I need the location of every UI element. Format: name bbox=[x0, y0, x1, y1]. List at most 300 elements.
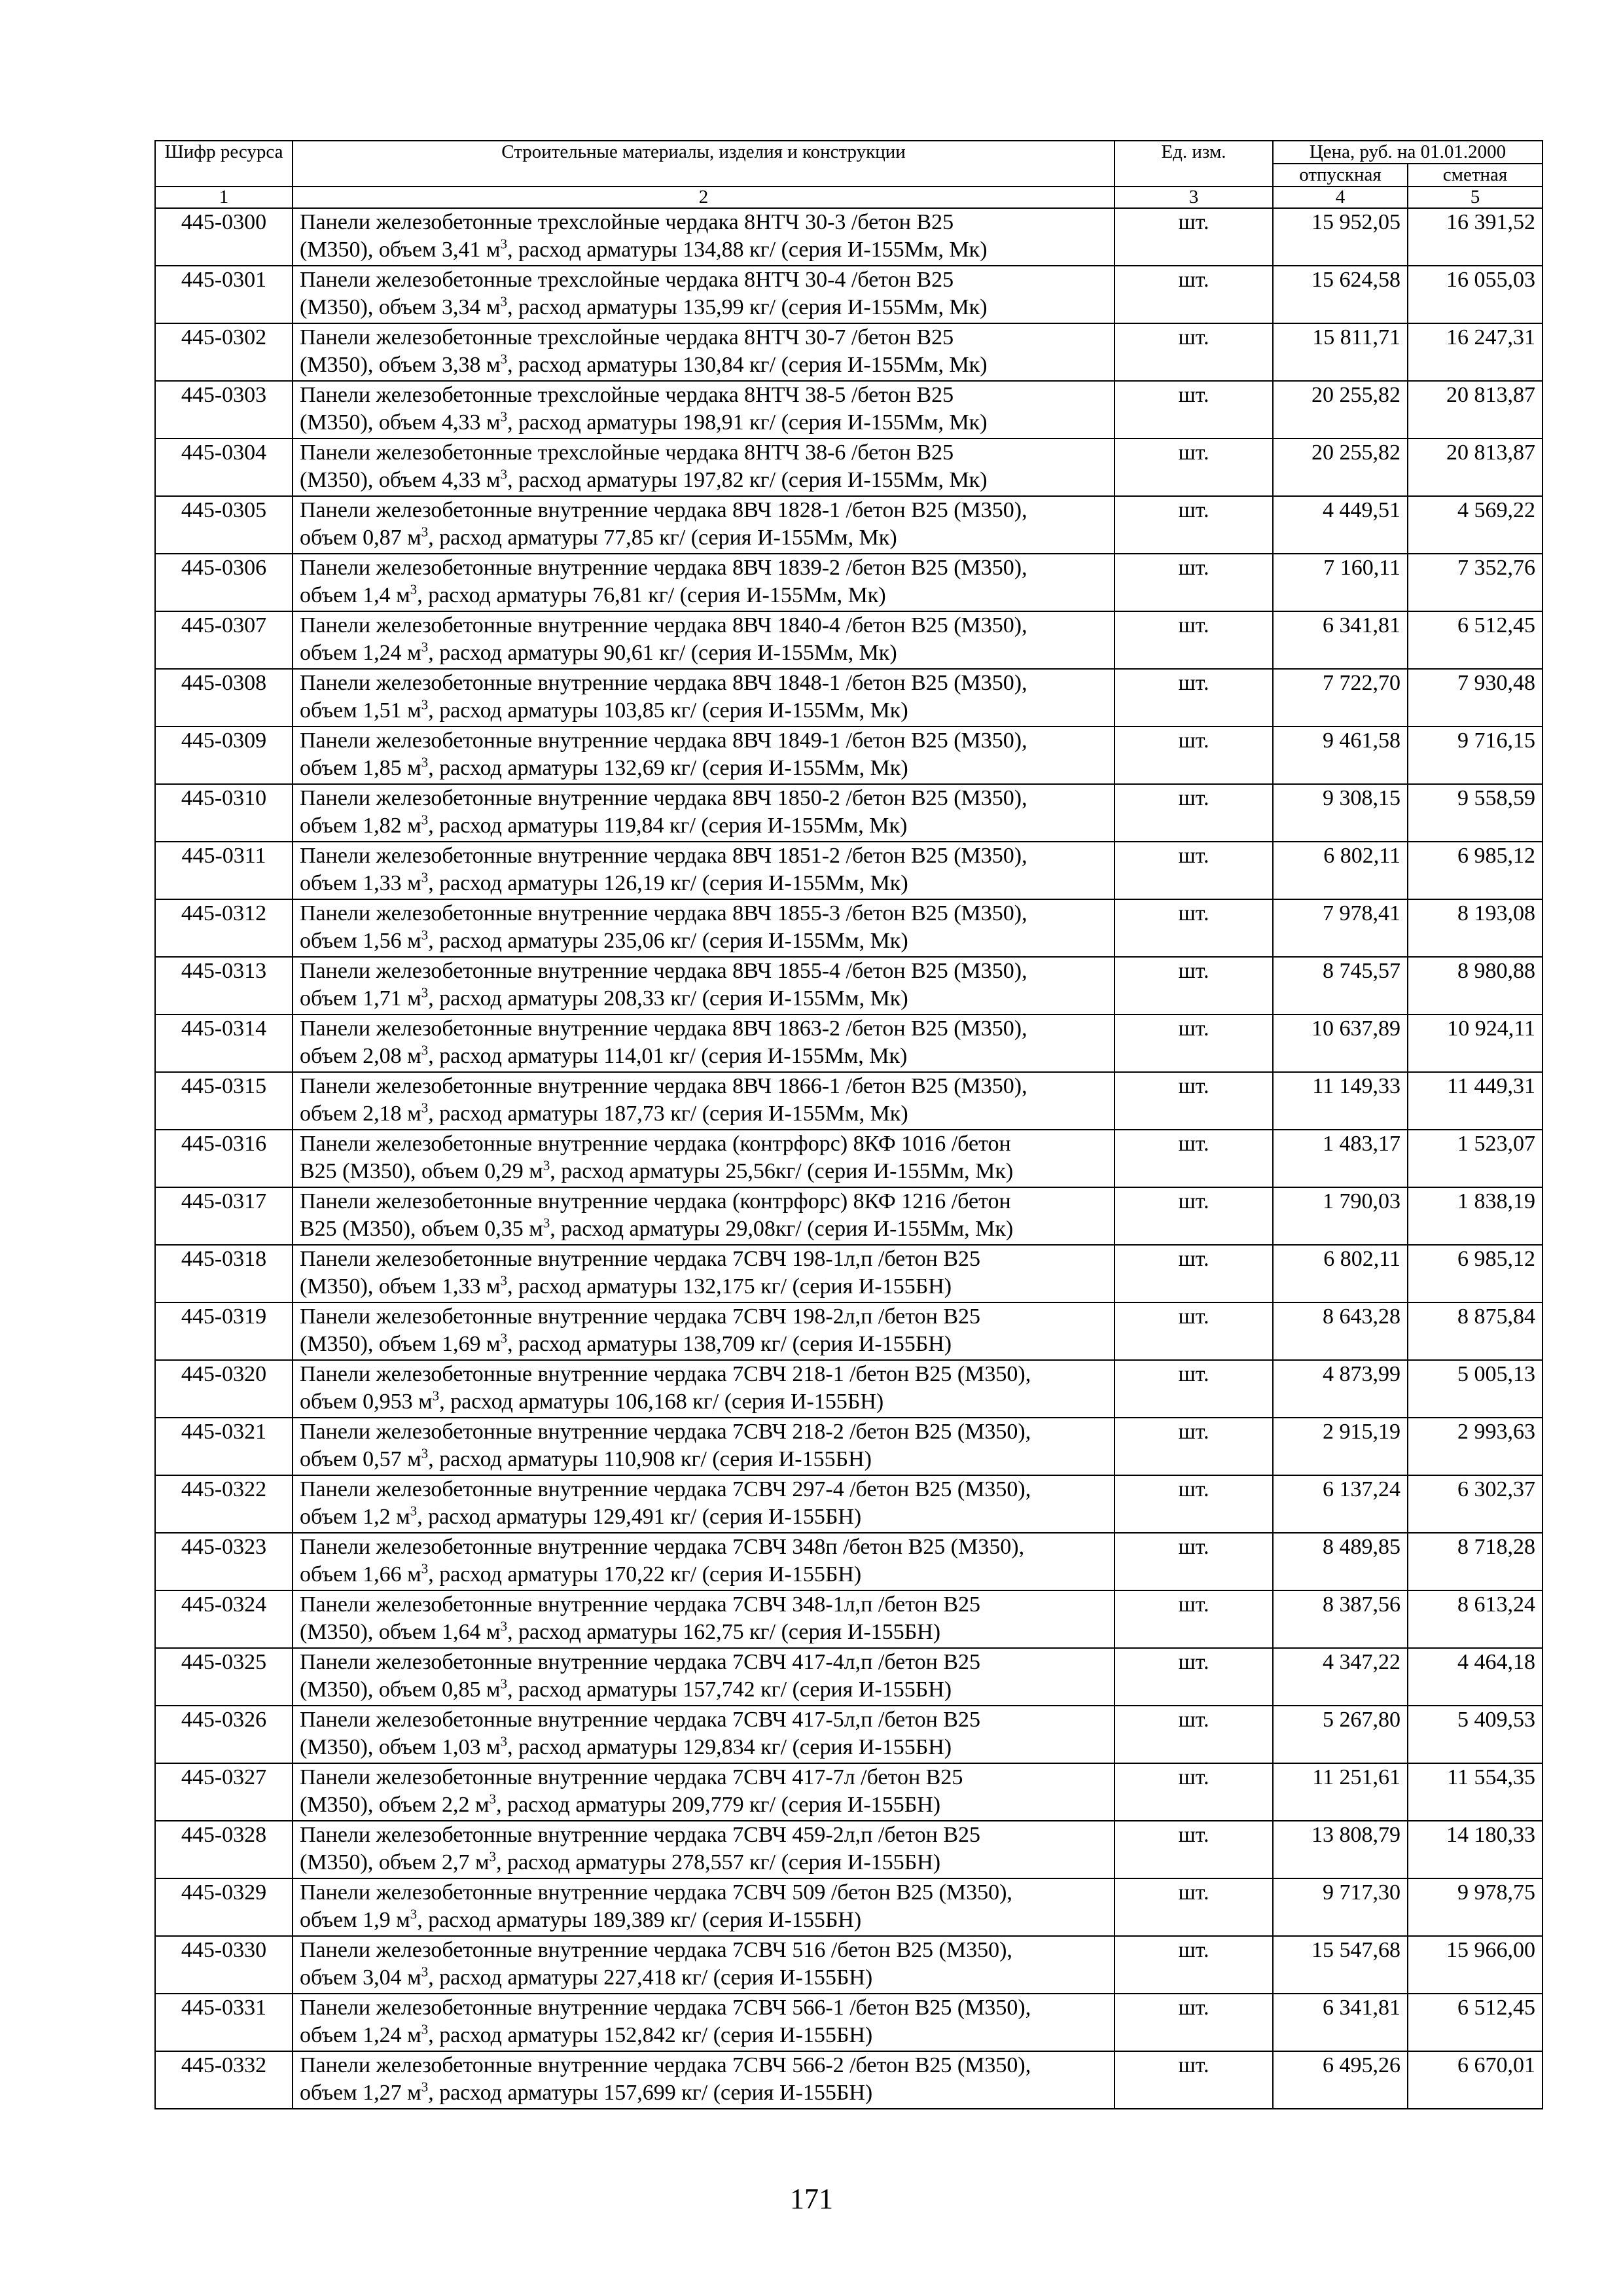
material-description bbox=[293, 1302, 1115, 1360]
estimate-price: 9 978,75 bbox=[1408, 1878, 1543, 1936]
description-line-2-rest: , расход арматуры 119,84 кг/ (серия И-155Мм, Мк) bbox=[428, 814, 908, 838]
material-description bbox=[293, 323, 1115, 381]
description-line-1: Панели железобетонные внутренние чердака (контрфорс) 8КФ 1216 /бетон bbox=[300, 1189, 1011, 1213]
resource-code: 445-0325 bbox=[155, 1648, 293, 1706]
unit: шт. bbox=[1115, 1187, 1273, 1245]
description-line-1: Панели железобетонные трехслойные чердака 8НТЧ 30-7 /бетон В25 bbox=[300, 325, 954, 350]
estimate-price: 1 523,07 bbox=[1408, 1130, 1543, 1187]
column-number: 3 bbox=[1115, 187, 1273, 208]
description-line-2: В25 (М350), объем 0,35 м bbox=[300, 1217, 543, 1241]
description-line-2: (М350), объем 0,85 м bbox=[300, 1677, 501, 1702]
resource-code: 445-0307 bbox=[155, 611, 293, 669]
description-line-2: объем 1,85 м bbox=[300, 756, 421, 780]
estimate-price: 20 813,87 bbox=[1408, 439, 1543, 496]
table-row bbox=[155, 1187, 1543, 1245]
release-price: 1 483,17 bbox=[1273, 1130, 1408, 1187]
resource-code: 445-0317 bbox=[155, 1187, 293, 1245]
description-line-2: объем 1,51 м bbox=[300, 698, 421, 723]
table-row bbox=[155, 1590, 1543, 1648]
description-line-2: объем 1,56 м bbox=[300, 929, 421, 953]
superscript-3: 3 bbox=[421, 984, 429, 1001]
description-line-2: объем 3,04 м bbox=[300, 1965, 421, 1990]
table-row bbox=[155, 1821, 1543, 1878]
superscript-3: 3 bbox=[500, 466, 508, 482]
superscript-3: 3 bbox=[410, 1503, 418, 1519]
release-price: 6 495,26 bbox=[1273, 2051, 1408, 2109]
unit: шт. bbox=[1115, 1994, 1273, 2051]
resource-code: 445-0323 bbox=[155, 1533, 293, 1590]
superscript-3: 3 bbox=[421, 639, 429, 655]
description-line-2-rest: , расход арматуры 129,834 кг/ (серия И-155БН) bbox=[507, 1735, 952, 1759]
description-line-2-rest: , расход арматуры 77,85 кг/ (серия И-155Мм, Мк) bbox=[428, 526, 897, 550]
estimate-price: 16 391,52 bbox=[1408, 208, 1543, 266]
release-price: 8 643,28 bbox=[1273, 1302, 1408, 1360]
description-line-2: объем 1,24 м bbox=[300, 641, 421, 665]
table-row bbox=[155, 1475, 1543, 1533]
unit: шт. bbox=[1115, 899, 1273, 957]
description-line-1: Панели железобетонные внутренние чердака 8ВЧ 1863-2 /бетон В25 (М350), bbox=[300, 1016, 1027, 1041]
description-line-1: Панели железобетонные внутренние чердака 7СВЧ 566-2 /бетон В25 (М350), bbox=[300, 2053, 1031, 2077]
resource-code: 445-0320 bbox=[155, 1360, 293, 1418]
description-line-2-rest: , расход арматуры 25,56кг/ (серия И-155Мм, Мк) bbox=[550, 1159, 1014, 1183]
table-row bbox=[155, 2051, 1543, 2109]
superscript-3: 3 bbox=[421, 2079, 429, 2095]
material-description bbox=[293, 726, 1115, 784]
superscript-3: 3 bbox=[421, 869, 429, 886]
description-line-2-rest: , расход арматуры 208,33 кг/ (серия И-155Мм, Мк) bbox=[428, 986, 908, 1011]
description-line-1: Панели железобетонные внутренние чердака 8ВЧ 1855-3 /бетон В25 (М350), bbox=[300, 901, 1027, 925]
material-description bbox=[293, 1763, 1115, 1821]
description-line-2-rest: , расход арматуры 29,08кг/ (серия И-155Мм, Мк) bbox=[550, 1217, 1014, 1241]
table-row bbox=[155, 1763, 1543, 1821]
estimate-price: 4 569,22 bbox=[1408, 496, 1543, 554]
table-row bbox=[155, 957, 1543, 1014]
release-price: 9 308,15 bbox=[1273, 784, 1408, 842]
superscript-3: 3 bbox=[421, 1100, 429, 1116]
description-line-1: Панели железобетонные внутренние чердака (контрфорс) 8КФ 1016 /бетон bbox=[300, 1132, 1011, 1156]
price-table bbox=[154, 140, 1543, 2109]
material-description bbox=[293, 1360, 1115, 1418]
table-row bbox=[155, 381, 1543, 439]
estimate-price: 8 875,84 bbox=[1408, 1302, 1543, 1360]
description-line-1: Панели железобетонные внутренние чердака 7СВЧ 348п /бетон В25 (М350), bbox=[300, 1535, 1025, 1559]
description-line-1: Панели железобетонные внутренние чердака 7СВЧ 459-2л,п /бетон В25 bbox=[300, 1823, 981, 1847]
description-line-1: Панели железобетонные внутренние чердака 7СВЧ 198-2л,п /бетон В25 bbox=[300, 1304, 981, 1329]
description-line-1: Панели железобетонные внутренние чердака 7СВЧ 348-1л,п /бетон В25 bbox=[300, 1592, 981, 1617]
resource-code: 445-0328 bbox=[155, 1821, 293, 1878]
resource-code: 445-0329 bbox=[155, 1878, 293, 1936]
description-line-1: Панели железобетонные внутренние чердака 8ВЧ 1850-2 /бетон В25 (М350), bbox=[300, 786, 1027, 810]
description-line-2-rest: , расход арматуры 90,61 кг/ (серия И-155Мм, Мк) bbox=[428, 641, 897, 665]
material-description bbox=[293, 2051, 1115, 2109]
description-line-1: Панели железобетонные внутренние чердака 7СВЧ 297-4 /бетон В25 (М350), bbox=[300, 1477, 1031, 1501]
table-row bbox=[155, 1706, 1543, 1763]
material-description bbox=[293, 784, 1115, 842]
unit: шт. bbox=[1115, 1763, 1273, 1821]
description-line-2-rest: , расход арматуры 152,842 кг/ (серия И-155БН) bbox=[428, 2023, 873, 2047]
description-line-2-rest: , расход арматуры 106,168 кг/ (серия И-155БН) bbox=[439, 1390, 884, 1414]
superscript-3: 3 bbox=[421, 1964, 429, 1980]
description-line-1: Панели железобетонные трехслойные чердака 8НТЧ 30-4 /бетон В25 bbox=[300, 268, 954, 292]
material-description bbox=[293, 1072, 1115, 1130]
estimate-price: 4 464,18 bbox=[1408, 1648, 1543, 1706]
release-price: 9 461,58 bbox=[1273, 726, 1408, 784]
unit: шт. bbox=[1115, 1072, 1273, 1130]
table-row bbox=[155, 899, 1543, 957]
superscript-3: 3 bbox=[489, 1791, 497, 1807]
table-row bbox=[155, 1302, 1543, 1360]
material-description bbox=[293, 1014, 1115, 1072]
estimate-price: 5 409,53 bbox=[1408, 1706, 1543, 1763]
material-description bbox=[293, 1533, 1115, 1590]
page-number: 171 bbox=[790, 2183, 833, 2215]
material-description bbox=[293, 1187, 1115, 1245]
description-line-2-rest: , расход арматуры 278,557 кг/ (серия И-155БН) bbox=[496, 1850, 941, 1874]
release-price: 8 387,56 bbox=[1273, 1590, 1408, 1648]
superscript-3: 3 bbox=[500, 1330, 508, 1346]
description-line-2: объем 2,18 м bbox=[300, 1102, 421, 1126]
material-description bbox=[293, 899, 1115, 957]
table-row bbox=[155, 784, 1543, 842]
table-row bbox=[155, 323, 1543, 381]
estimate-price: 9 716,15 bbox=[1408, 726, 1543, 784]
resource-code: 445-0312 bbox=[155, 899, 293, 957]
estimate-price: 6 670,01 bbox=[1408, 2051, 1543, 2109]
description-line-2: объем 1,66 м bbox=[300, 1562, 421, 1587]
description-line-2-rest: , расход арматуры 189,389 кг/ (серия И-155БН) bbox=[417, 1908, 862, 1932]
unit: шт. bbox=[1115, 1533, 1273, 1590]
unit: шт. bbox=[1115, 669, 1273, 726]
resource-code: 445-0327 bbox=[155, 1763, 293, 1821]
description-line-1: Панели железобетонные внутренние чердака 8ВЧ 1866-1 /бетон В25 (М350), bbox=[300, 1074, 1027, 1098]
unit: шт. bbox=[1115, 1418, 1273, 1475]
description-line-1: Панели железобетонные внутренние чердака 7СВЧ 417-4л,п /бетон В25 bbox=[300, 1650, 981, 1674]
release-price: 15 547,68 bbox=[1273, 1936, 1408, 1994]
resource-code: 445-0303 bbox=[155, 381, 293, 439]
header-unit: Ед. изм. bbox=[1115, 141, 1273, 187]
table-row bbox=[155, 496, 1543, 554]
table-row bbox=[155, 1360, 1543, 1418]
header-code: Шифр ресурса bbox=[155, 141, 293, 187]
superscript-3: 3 bbox=[500, 1733, 508, 1749]
description-line-2-rest: , расход арматуры 132,175 кг/ (серия И-155БН) bbox=[507, 1274, 952, 1299]
resource-code: 445-0318 bbox=[155, 1245, 293, 1302]
estimate-price: 6 985,12 bbox=[1408, 842, 1543, 899]
unit: шт. bbox=[1115, 957, 1273, 1014]
material-description bbox=[293, 1590, 1115, 1648]
resource-code: 445-0301 bbox=[155, 266, 293, 323]
estimate-price: 8 193,08 bbox=[1408, 899, 1543, 957]
resource-code: 445-0302 bbox=[155, 323, 293, 381]
description-line-2-rest: , расход арматуры 126,19 кг/ (серия И-155Мм, Мк) bbox=[428, 871, 908, 895]
description-line-2-rest: , расход арматуры 129,491 кг/ (серия И-155БН) bbox=[417, 1505, 862, 1529]
superscript-3: 3 bbox=[421, 812, 429, 828]
unit: шт. bbox=[1115, 496, 1273, 554]
description-line-2-rest: , расход арматуры 157,742 кг/ (серия И-155БН) bbox=[507, 1677, 952, 1702]
material-description bbox=[293, 957, 1115, 1014]
superscript-3: 3 bbox=[500, 408, 508, 425]
header-price-estimate: сметная bbox=[1408, 164, 1543, 187]
release-price: 6 802,11 bbox=[1273, 842, 1408, 899]
resource-code: 445-0321 bbox=[155, 1418, 293, 1475]
table-row bbox=[155, 1994, 1543, 2051]
superscript-3: 3 bbox=[432, 1388, 440, 1404]
table-row bbox=[155, 1648, 1543, 1706]
description-line-2: объем 0,953 м bbox=[300, 1390, 433, 1414]
description-line-2: объем 0,87 м bbox=[300, 526, 421, 550]
resource-code: 445-0330 bbox=[155, 1936, 293, 1994]
material-description bbox=[293, 1821, 1115, 1878]
release-price: 20 255,82 bbox=[1273, 381, 1408, 439]
description-line-2: (М350), объем 1,33 м bbox=[300, 1274, 501, 1299]
column-number: 2 bbox=[293, 187, 1115, 208]
release-price: 8 489,85 bbox=[1273, 1533, 1408, 1590]
table-row bbox=[155, 1130, 1543, 1187]
description-line-1: Панели железобетонные внутренние чердака 7СВЧ 509 /бетон В25 (М350), bbox=[300, 1880, 1012, 1905]
description-line-2-rest: , расход арматуры 134,88 кг/ (серия И-155Мм, Мк) bbox=[507, 238, 988, 262]
estimate-price: 6 512,45 bbox=[1408, 1994, 1543, 2051]
resource-code: 445-0319 bbox=[155, 1302, 293, 1360]
resource-code: 445-0306 bbox=[155, 554, 293, 611]
release-price: 7 978,41 bbox=[1273, 899, 1408, 957]
release-price: 20 255,82 bbox=[1273, 439, 1408, 496]
release-price: 4 449,51 bbox=[1273, 496, 1408, 554]
release-price: 6 802,11 bbox=[1273, 1245, 1408, 1302]
estimate-price: 16 055,03 bbox=[1408, 266, 1543, 323]
resource-code: 445-0316 bbox=[155, 1130, 293, 1187]
unit: шт. bbox=[1115, 611, 1273, 669]
release-price: 8 745,57 bbox=[1273, 957, 1408, 1014]
unit: шт. bbox=[1115, 842, 1273, 899]
release-price: 7 722,70 bbox=[1273, 669, 1408, 726]
resource-code: 445-0300 bbox=[155, 208, 293, 266]
material-description bbox=[293, 1994, 1115, 2051]
resource-code: 445-0310 bbox=[155, 784, 293, 842]
table-row bbox=[155, 669, 1543, 726]
description-line-2-rest: , расход арматуры 76,81 кг/ (серия И-155Мм, Мк) bbox=[417, 583, 886, 607]
material-description bbox=[293, 842, 1115, 899]
description-line-2-rest: , расход арматуры 162,75 кг/ (серия И-155БН) bbox=[507, 1620, 941, 1644]
resource-code: 445-0322 bbox=[155, 1475, 293, 1533]
estimate-price: 6 985,12 bbox=[1408, 1245, 1543, 1302]
description-line-2-rest: , расход арматуры 227,418 кг/ (серия И-155БН) bbox=[428, 1965, 873, 1990]
resource-code: 445-0332 bbox=[155, 2051, 293, 2109]
estimate-price: 2 993,63 bbox=[1408, 1418, 1543, 1475]
superscript-3: 3 bbox=[500, 293, 508, 310]
description-line-1: Панели железобетонные внутренние чердака 8ВЧ 1848-1 /бетон В25 (М350), bbox=[300, 671, 1027, 695]
description-line-2: объем 0,57 м bbox=[300, 1447, 421, 1471]
unit: шт. bbox=[1115, 323, 1273, 381]
header-price-release: отпускная bbox=[1273, 164, 1408, 187]
description-line-2-rest: , расход арматуры 170,22 кг/ (серия И-155БН) bbox=[428, 1562, 862, 1587]
unit: шт. bbox=[1115, 1936, 1273, 1994]
table-row bbox=[155, 726, 1543, 784]
superscript-3: 3 bbox=[500, 236, 508, 252]
unit: шт. bbox=[1115, 1475, 1273, 1533]
description-line-2: (М350), объем 3,38 м bbox=[300, 353, 501, 377]
description-line-1: Панели железобетонные внутренние чердака 7СВЧ 417-7л /бетон В25 bbox=[300, 1765, 963, 1789]
table-row bbox=[155, 842, 1543, 899]
release-price: 10 637,89 bbox=[1273, 1014, 1408, 1072]
material-description bbox=[293, 1878, 1115, 1936]
unit: шт. bbox=[1115, 1878, 1273, 1936]
description-line-2-rest: , расход арматуры 110,908 кг/ (серия И-155БН) bbox=[428, 1447, 872, 1471]
column-number: 1 bbox=[155, 187, 293, 208]
estimate-price: 6 302,37 bbox=[1408, 1475, 1543, 1533]
superscript-3: 3 bbox=[421, 2021, 429, 2037]
description-line-2-rest: , расход арматуры 209,779 кг/ (серия И-155БН) bbox=[496, 1793, 941, 1817]
table-row bbox=[155, 208, 1543, 266]
estimate-price: 7 352,76 bbox=[1408, 554, 1543, 611]
material-description bbox=[293, 554, 1115, 611]
unit: шт. bbox=[1115, 381, 1273, 439]
material-description bbox=[293, 266, 1115, 323]
superscript-3: 3 bbox=[500, 351, 508, 367]
release-price: 15 624,58 bbox=[1273, 266, 1408, 323]
material-description bbox=[293, 669, 1115, 726]
material-description bbox=[293, 1706, 1115, 1763]
description-line-1: Панели железобетонные внутренние чердака 8ВЧ 1840-4 /бетон В25 (М350), bbox=[300, 613, 1027, 637]
description-line-2-rest: , расход арматуры 138,709 кг/ (серия И-155БН) bbox=[507, 1332, 952, 1356]
material-description bbox=[293, 1936, 1115, 1994]
superscript-3: 3 bbox=[489, 1848, 497, 1865]
unit: шт. bbox=[1115, 784, 1273, 842]
release-price: 13 808,79 bbox=[1273, 1821, 1408, 1878]
unit: шт. bbox=[1115, 726, 1273, 784]
description-line-1: Панели железобетонные внутренние чердака 8ВЧ 1851-2 /бетон В25 (М350), bbox=[300, 844, 1027, 868]
description-line-2-rest: , расход арматуры 198,91 кг/ (серия И-155Мм, Мк) bbox=[507, 410, 988, 435]
estimate-price: 8 613,24 bbox=[1408, 1590, 1543, 1648]
description-line-2-rest: , расход арматуры 197,82 кг/ (серия И-155Мм, Мк) bbox=[507, 468, 988, 492]
estimate-price: 10 924,11 bbox=[1408, 1014, 1543, 1072]
description-line-1: Панели железобетонные внутренние чердака 7СВЧ 516 /бетон В25 (М350), bbox=[300, 1938, 1012, 1962]
description-line-2: объем 1,33 м bbox=[300, 871, 421, 895]
resource-code: 445-0305 bbox=[155, 496, 293, 554]
table-row bbox=[155, 1533, 1543, 1590]
description-line-2: (М350), объем 3,34 м bbox=[300, 295, 501, 319]
table-row bbox=[155, 266, 1543, 323]
unit: шт. bbox=[1115, 1130, 1273, 1187]
release-price: 15 811,71 bbox=[1273, 323, 1408, 381]
table-row bbox=[155, 1936, 1543, 1994]
description-line-2-rest: , расход арматуры 114,01 кг/ (серия И-155Мм, Мк) bbox=[428, 1044, 908, 1068]
superscript-3: 3 bbox=[500, 1618, 508, 1634]
description-line-2: объем 1,9 м bbox=[300, 1908, 410, 1932]
material-description bbox=[293, 1130, 1115, 1187]
release-price: 4 347,22 bbox=[1273, 1648, 1408, 1706]
description-line-2: (М350), объем 1,03 м bbox=[300, 1735, 501, 1759]
superscript-3: 3 bbox=[421, 1560, 429, 1577]
material-description bbox=[293, 611, 1115, 669]
unit: шт. bbox=[1115, 2051, 1273, 2109]
resource-code: 445-0313 bbox=[155, 957, 293, 1014]
superscript-3: 3 bbox=[421, 524, 429, 540]
material-description bbox=[293, 1245, 1115, 1302]
description-line-2: (М350), объем 2,2 м bbox=[300, 1793, 490, 1817]
estimate-price: 8 980,88 bbox=[1408, 957, 1543, 1014]
table-body bbox=[155, 208, 1543, 2109]
estimate-price: 14 180,33 bbox=[1408, 1821, 1543, 1878]
description-line-2: (М350), объем 2,7 м bbox=[300, 1850, 490, 1874]
table-row bbox=[155, 1878, 1543, 1936]
release-price: 5 267,80 bbox=[1273, 1706, 1408, 1763]
unit: шт. bbox=[1115, 1821, 1273, 1878]
resource-code: 445-0331 bbox=[155, 1994, 293, 2051]
description-line-2-rest: , расход арматуры 103,85 кг/ (серия И-155Мм, Мк) bbox=[428, 698, 908, 723]
unit: шт. bbox=[1115, 1302, 1273, 1360]
resource-code: 445-0311 bbox=[155, 842, 293, 899]
description-line-2-rest: , расход арматуры 235,06 кг/ (серия И-155Мм, Мк) bbox=[428, 929, 908, 953]
estimate-price: 20 813,87 bbox=[1408, 381, 1543, 439]
description-line-1: Панели железобетонные внутренние чердака 8ВЧ 1855-4 /бетон В25 (М350), bbox=[300, 959, 1027, 983]
release-price: 11 251,61 bbox=[1273, 1763, 1408, 1821]
resource-code: 445-0304 bbox=[155, 439, 293, 496]
table-row bbox=[155, 1014, 1543, 1072]
superscript-3: 3 bbox=[421, 927, 429, 943]
table-header bbox=[155, 141, 1543, 208]
resource-code: 445-0308 bbox=[155, 669, 293, 726]
unit: шт. bbox=[1115, 1706, 1273, 1763]
description-line-1: Панели железобетонные внутренние чердака 8ВЧ 1849-1 /бетон В25 (М350), bbox=[300, 728, 1027, 753]
unit: шт. bbox=[1115, 1648, 1273, 1706]
description-line-2: В25 (М350), объем 0,29 м bbox=[300, 1159, 543, 1183]
release-price: 4 873,99 bbox=[1273, 1360, 1408, 1418]
estimate-price: 11 449,31 bbox=[1408, 1072, 1543, 1130]
column-number: 5 bbox=[1408, 187, 1543, 208]
header-price-group: Цена, руб. на 01.01.2000 bbox=[1273, 141, 1543, 164]
description-line-2: объем 1,24 м bbox=[300, 2023, 421, 2047]
superscript-3: 3 bbox=[421, 1445, 429, 1462]
superscript-3: 3 bbox=[410, 1906, 418, 1922]
estimate-price: 6 512,45 bbox=[1408, 611, 1543, 669]
superscript-3: 3 bbox=[421, 1042, 429, 1058]
release-price: 2 915,19 bbox=[1273, 1418, 1408, 1475]
resource-code: 445-0315 bbox=[155, 1072, 293, 1130]
unit: шт. bbox=[1115, 1014, 1273, 1072]
unit: шт. bbox=[1115, 1590, 1273, 1648]
superscript-3: 3 bbox=[421, 754, 429, 770]
resource-code: 445-0326 bbox=[155, 1706, 293, 1763]
resource-code: 445-0314 bbox=[155, 1014, 293, 1072]
description-line-2-rest: , расход арматуры 157,699 кг/ (серия И-155БН) bbox=[428, 2081, 873, 2105]
estimate-price: 7 930,48 bbox=[1408, 669, 1543, 726]
release-price: 1 790,03 bbox=[1273, 1187, 1408, 1245]
superscript-3: 3 bbox=[500, 1272, 508, 1289]
description-line-2: объем 1,2 м bbox=[300, 1505, 410, 1529]
resource-code: 445-0324 bbox=[155, 1590, 293, 1648]
superscript-3: 3 bbox=[543, 1157, 550, 1174]
material-description bbox=[293, 1648, 1115, 1706]
description-line-2: объем 2,08 м bbox=[300, 1044, 421, 1068]
description-line-2: (М350), объем 3,41 м bbox=[300, 238, 501, 262]
release-price: 6 341,81 bbox=[1273, 611, 1408, 669]
description-line-2: (М350), объем 4,33 м bbox=[300, 468, 501, 492]
superscript-3: 3 bbox=[410, 581, 418, 598]
description-line-2: объем 1,71 м bbox=[300, 986, 421, 1011]
unit: шт. bbox=[1115, 1360, 1273, 1418]
estimate-price: 15 966,00 bbox=[1408, 1936, 1543, 1994]
description-line-2: (М350), объем 1,69 м bbox=[300, 1332, 501, 1356]
unit: шт. bbox=[1115, 554, 1273, 611]
superscript-3: 3 bbox=[543, 1215, 550, 1231]
description-line-1: Панели железобетонные внутренние чердака 7СВЧ 218-2 /бетон В25 (М350), bbox=[300, 1420, 1031, 1444]
material-description bbox=[293, 208, 1115, 266]
description-line-2-rest: , расход арматуры 135,99 кг/ (серия И-155Мм, Мк) bbox=[507, 295, 988, 319]
table-row bbox=[155, 1245, 1543, 1302]
description-line-2: объем 1,4 м bbox=[300, 583, 410, 607]
material-description bbox=[293, 381, 1115, 439]
release-price: 15 952,05 bbox=[1273, 208, 1408, 266]
